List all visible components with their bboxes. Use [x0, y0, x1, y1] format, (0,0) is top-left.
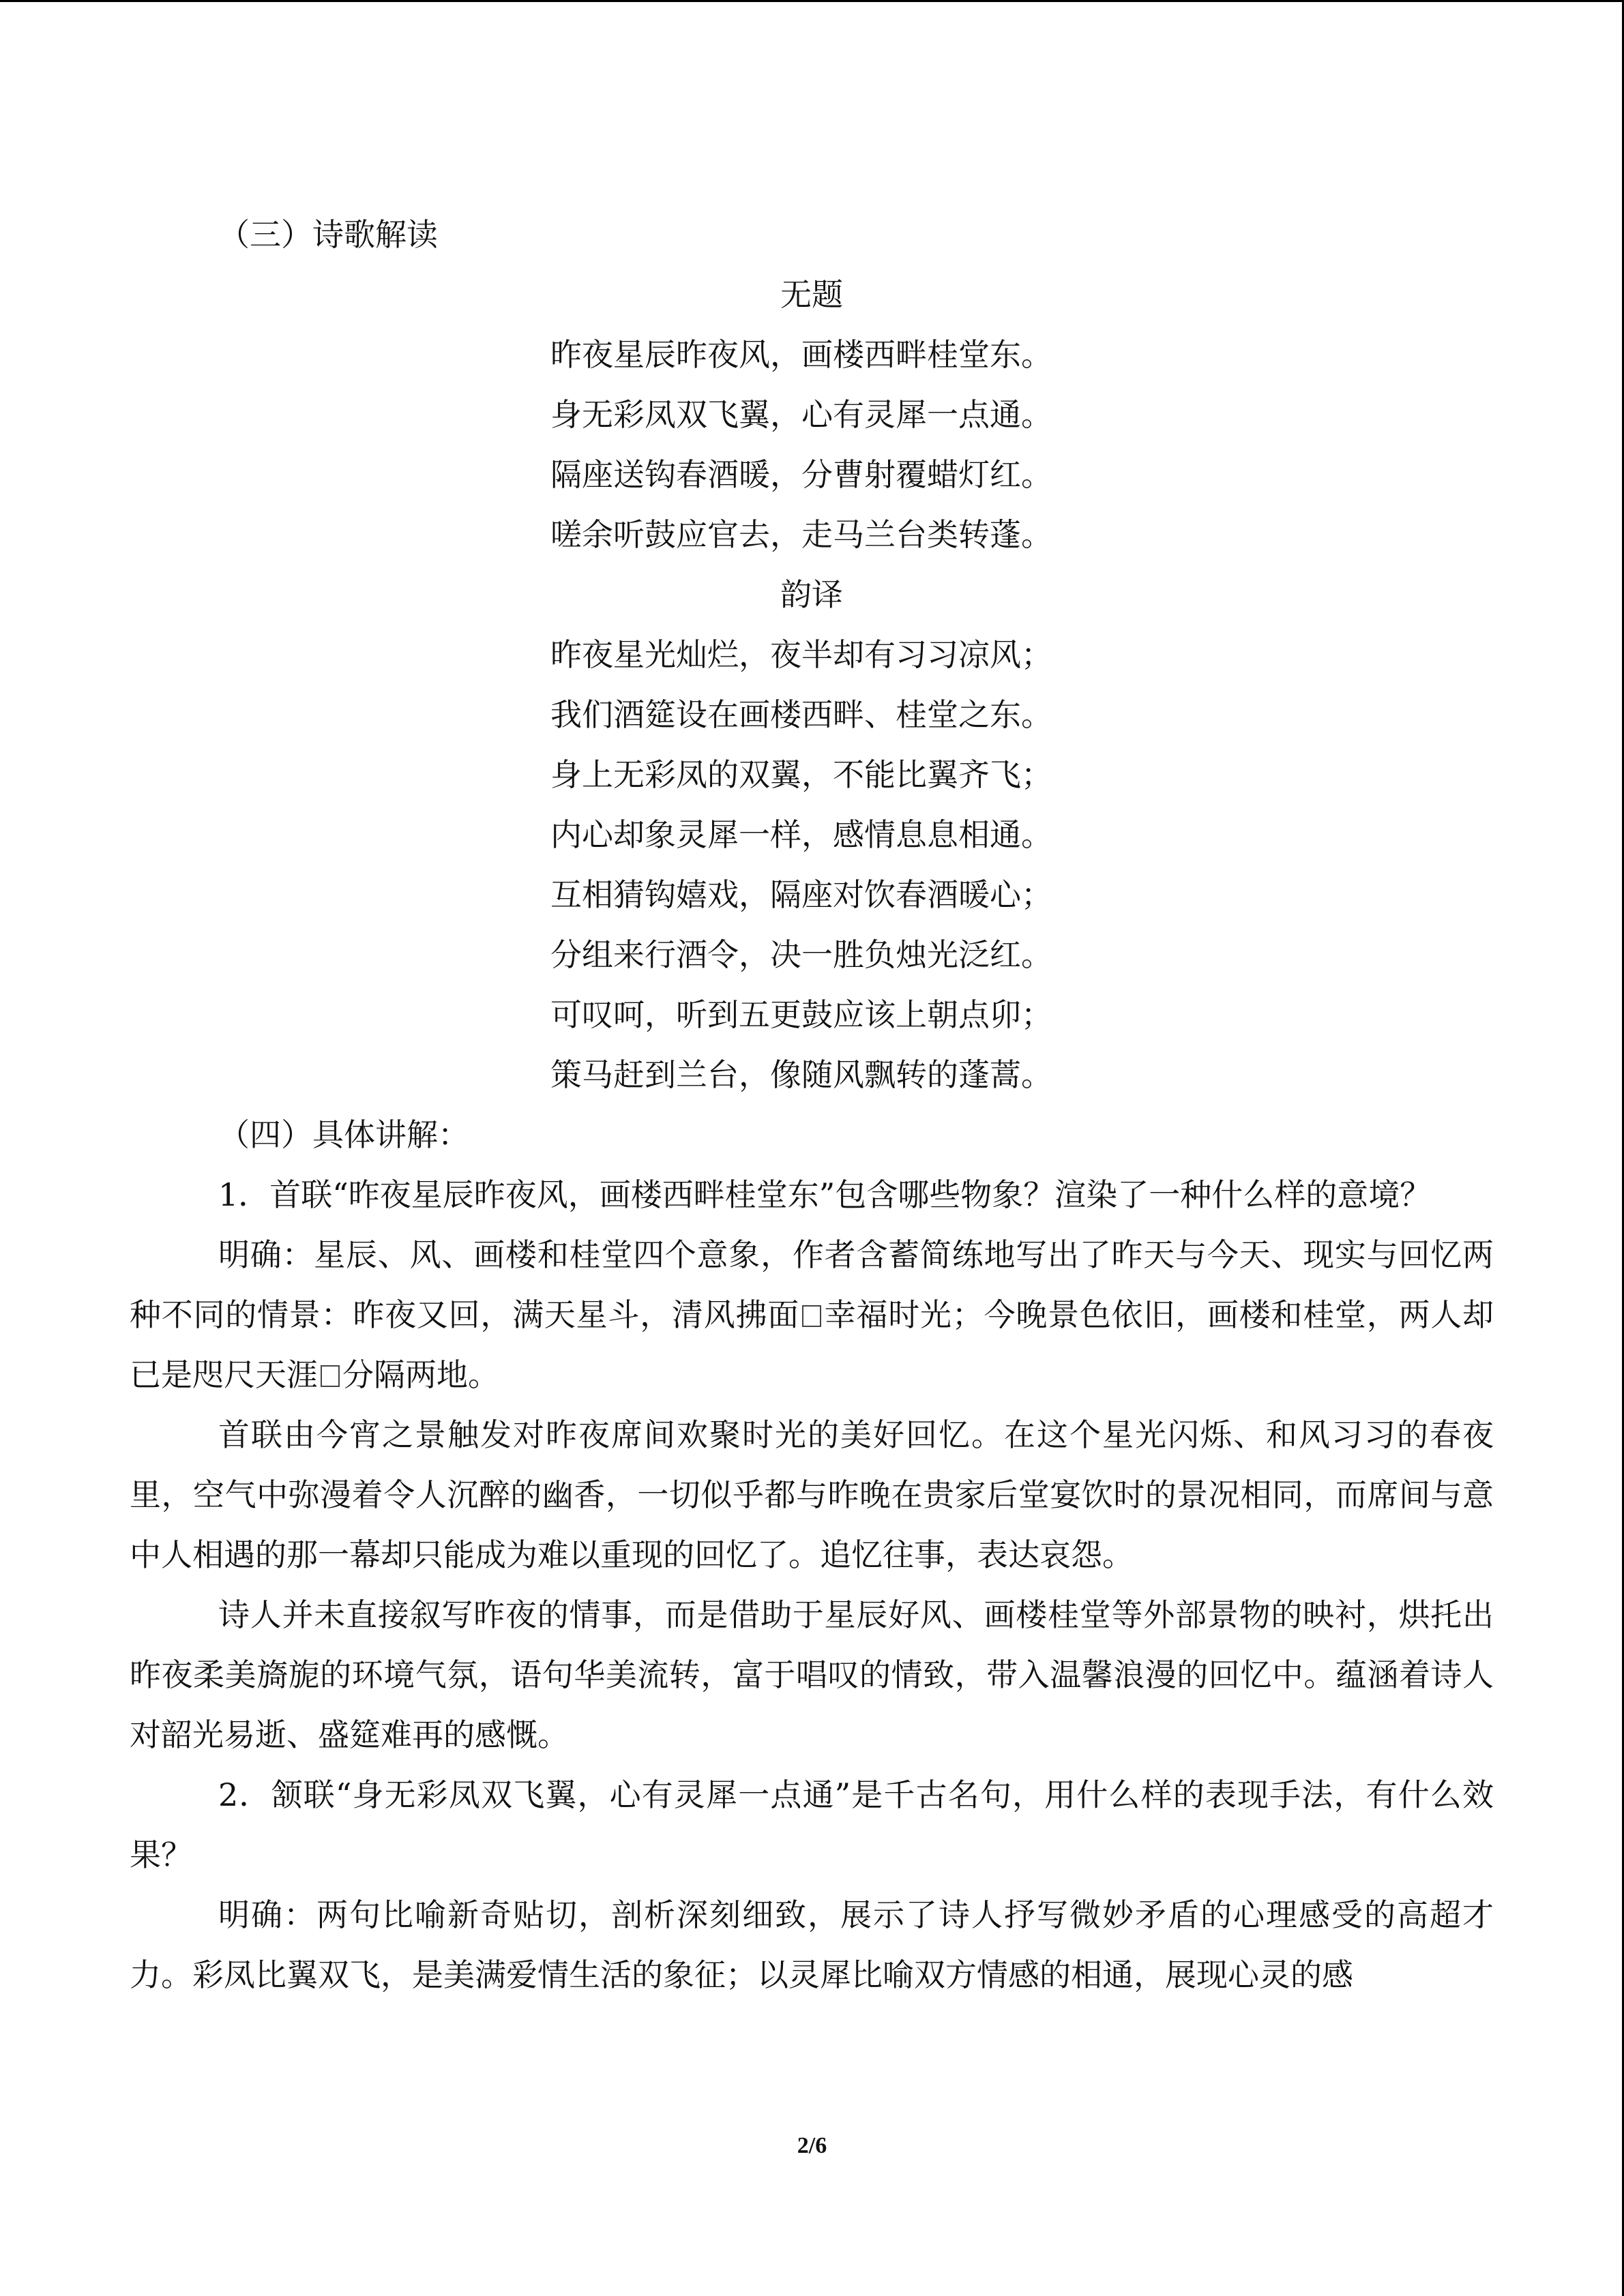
- question-2: 2．颔联“身无彩凤双飞翼，心有灵犀一点通”是千古名句，用什么样的表现手法，有什么效果？: [130, 1776, 1494, 1873]
- answer-1: [130, 1225, 1494, 1405]
- answer-2: 明确：两句比喻新奇贴切，剖析深刻细致，展示了诗人抒写微妙矛盾的心理感受的高超才力。彩凤比翼双飞，是美满爱情生活的象征；以灵犀比喻双方情感的相通，展现心灵的感: [130, 1896, 1494, 1993]
- translation-line: 内心却象灵犀一样，感情息息相通。: [550, 816, 1052, 853]
- section-heading-explanation: （四）具体讲解：: [218, 1116, 469, 1153]
- poem-line: 隔座送钩春酒暖，分曹射覆蜡灯红。: [550, 456, 1052, 493]
- page-border-top: [0, 0, 1624, 2]
- translation-line: 可叹呵，听到五更鼓应该上朝点卯；: [550, 996, 1052, 1033]
- translation-line: 我们酒筵设在画楼西畔、桂堂之东。: [550, 696, 1052, 733]
- translation-line: 分组来行酒令，决一胜负烛光泛红。: [550, 936, 1052, 973]
- missing-glyph-icon: [802, 1305, 821, 1327]
- section-heading-poem-reading: （三）诗歌解读: [218, 216, 438, 253]
- translation-line: 身上无彩凤的双翼，不能比翼齐飞；: [550, 756, 1052, 793]
- poem-line: 身无彩凤双飞翼，心有灵犀一点通。: [550, 396, 1052, 433]
- poem-title: 无题: [780, 276, 843, 313]
- translation-line: 策马赶到兰台，像随风飘转的蓬蒿。: [550, 1056, 1052, 1093]
- answer-1-text: 幸福时光；今晚景色依旧，画楼和桂堂，两人却已是咫尺天涯: [130, 1296, 1494, 1393]
- missing-glyph-icon: [321, 1365, 340, 1387]
- question-1: 1．首联“昨夜星辰昨夜风，画楼西畔桂堂东”包含哪些物象？渲染了一种什么样的意境？: [218, 1176, 1432, 1213]
- translation-line: 昨夜星光灿烂，夜半却有习习凉风；: [550, 636, 1052, 673]
- document-body: [130, 205, 1494, 2005]
- translation-line: 互相猜钩嬉戏，隔座对饮春酒暖心；: [550, 876, 1052, 913]
- poem-line: 嗟余听鼓应官去，走马兰台类转蓬。: [550, 516, 1052, 553]
- answer-1-text: 明确：星辰、风、画楼和桂堂四个意象，作者含蓄简练地写出了昨天与今天、现实与回忆两种不同的情景：昨夜又回，满天星斗，清风拂面: [130, 1236, 1494, 1333]
- paragraph-recollection: 首联由今宵之景触发对昨夜席间欢聚时光的美好回忆。在这个星光闪烁、和风习习的春夜里，空气中弥漫着令人沉醉的幽香，一切似乎都与昨晚在贵家后堂宴饮时的景况相同，而席间与意中人相遇的那一幕却只能成为难以重现的回忆了。追忆往事，表达哀怨。: [130, 1416, 1494, 1573]
- poem-line: 昨夜星辰昨夜风，画楼西畔桂堂东。: [550, 336, 1052, 373]
- answer-1-text: 分隔两地。: [342, 1356, 499, 1393]
- page-number: 2/6: [797, 2133, 827, 2158]
- translation-title: 韵译: [780, 576, 843, 613]
- paragraph-imagery: 诗人并未直接叙写昨夜的情事，而是借助于星辰好风、画楼桂堂等外部景物的映衬，烘托出昨夜柔美旖旎的环境气氛，语句华美流转，富于唱叹的情致，带入温馨浪漫的回忆中。蕴涵着诗人对韶光易逝、盛筵难再的感慨。: [130, 1596, 1494, 1753]
